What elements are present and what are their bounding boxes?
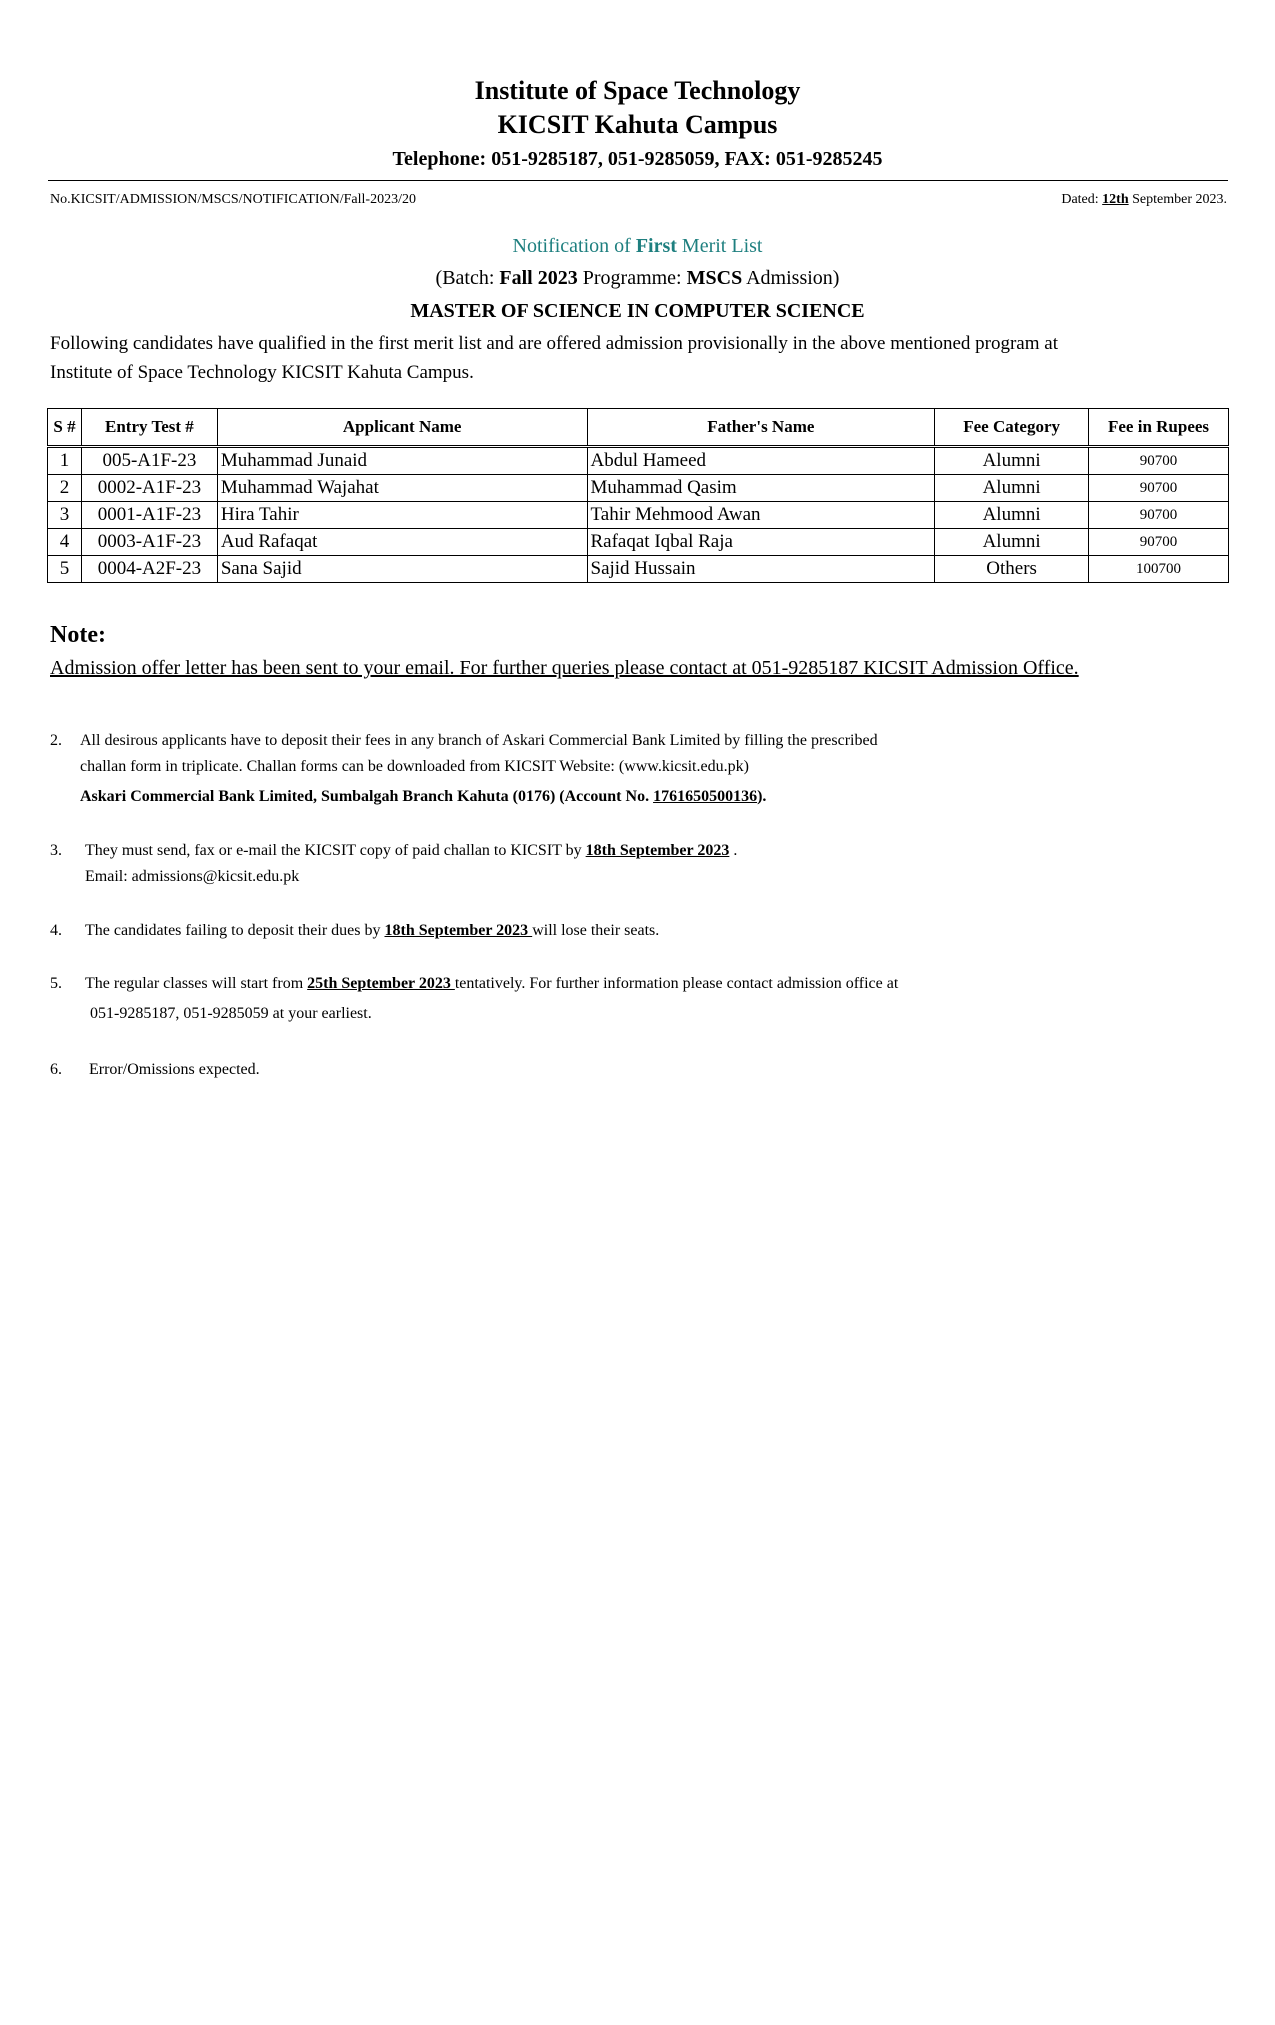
cell-fee-category: Alumni (935, 447, 1089, 475)
cell-applicant-name: Muhammad Wajahat (217, 475, 587, 502)
notification-title (0, 235, 1275, 258)
cell-fathers-name: Sajid Hussain (587, 556, 935, 583)
note-text: Admission offer letter has been sent to your email. For further queries please contact at 051-9285187 KICSIT Admission Office. (50, 657, 1079, 679)
cell-entry-test: 0004-A2F-23 (81, 556, 217, 583)
campus-title: KICSIT Kahuta Campus (497, 110, 778, 139)
table-row (48, 475, 1229, 502)
item-2-line-2: challan form in triplicate. Challan forms can be downloaded from KICSIT Website: (www.kicsit.edu.pk) (80, 758, 749, 775)
item-number: 3. (50, 842, 62, 859)
item-5-line-1 (85, 971, 1145, 997)
date-suffix: September 2023. (1128, 192, 1227, 207)
date-prefix: Dated: (1061, 192, 1103, 207)
date-line (1061, 192, 1227, 208)
batch-close: Admission) (742, 267, 840, 289)
table-header-row (48, 409, 1229, 447)
institute-title: Institute of Space Technology (474, 76, 801, 105)
note-heading: Note: (50, 622, 106, 648)
cell-entry-test: 0002-A1F-23 (81, 475, 217, 502)
cell-serial: 5 (48, 556, 82, 583)
item-4-line-1 (85, 918, 1145, 944)
cell-applicant-name: Sana Sajid (217, 556, 587, 583)
notification-emphasis: First (635, 235, 677, 257)
header-fathers-name: Father's Name (587, 409, 935, 447)
batch-value: Fall 2023 (499, 267, 578, 289)
item-3-prefix: They must send, fax or e-mail the KICSIT copy of paid challan to KICSIT by (85, 842, 586, 859)
account-number: 1761650500136 (653, 788, 758, 805)
cell-fee-category: Alumni (935, 502, 1089, 529)
table-row (48, 447, 1229, 475)
reference-number: No.KICSIT/ADMISSION/MSCS/NOTIFICATION/Fall-2023/20 (50, 192, 416, 207)
header-fee-rupees: Fee in Rupees (1089, 409, 1229, 447)
cell-applicant-name: Muhammad Junaid (217, 447, 587, 475)
cell-applicant-name: Hira Tahir (217, 502, 587, 529)
cell-fee-rupees: 90700 (1089, 447, 1229, 475)
cell-fathers-name: Abdul Hameed (587, 447, 935, 475)
item-3-date: 18th September 2023 (585, 842, 730, 859)
item-3-suffix: . (729, 842, 738, 859)
item-number: 5. (50, 975, 62, 992)
cell-fathers-name: Tahir Mehmood Awan (587, 502, 935, 529)
cell-applicant-name: Aud Rafaqat (217, 529, 587, 556)
item-5-prefix: The regular classes will start from (85, 975, 308, 992)
bank-details (80, 784, 1140, 810)
item-4-date: 18th September 2023 (384, 922, 533, 939)
item-5-line-2: 051-9285187, 051-9285059 at your earliest. (90, 1005, 372, 1022)
cell-fathers-name: Muhammad Qasim (587, 475, 935, 502)
programme-label: Programme: (577, 267, 687, 289)
header-fee-category: Fee Category (935, 409, 1089, 447)
cell-fathers-name: Rafaqat Iqbal Raja (587, 529, 935, 556)
admissions-email[interactable]: Email: admissions@kicsit.edu.pk (85, 868, 300, 885)
header-serial: S # (48, 409, 82, 447)
cell-serial: 1 (48, 447, 82, 475)
item-number: 2. (50, 732, 62, 749)
cell-entry-test: 0001-A1F-23 (81, 502, 217, 529)
table-row (48, 502, 1229, 529)
cell-fee-rupees: 90700 (1089, 502, 1229, 529)
table-row (48, 529, 1229, 556)
telephone-line: Telephone: 051-9285187, 051-9285059, FAX: 051-9285245 (392, 148, 883, 170)
header-applicant-name: Applicant Name (217, 409, 587, 447)
cell-fee-category: Alumni (935, 529, 1089, 556)
bank-suffix: ). (757, 788, 767, 805)
header-divider (48, 180, 1228, 181)
cell-entry-test: 0003-A1F-23 (81, 529, 217, 556)
cell-serial: 2 (48, 475, 82, 502)
cell-fee-category: Others (935, 556, 1089, 583)
cell-fee-rupees: 100700 (1089, 556, 1229, 583)
item-5-suffix: tentatively. For further information please contact admission office at (454, 975, 899, 992)
merit-list-table (47, 408, 1229, 583)
bank-prefix: Askari Commercial Bank Limited, Sumbalgah Branch Kahuta (0176) (Account No. (80, 788, 654, 805)
item-number: 6. (50, 1061, 62, 1078)
cell-serial: 4 (48, 529, 82, 556)
cell-serial: 3 (48, 502, 82, 529)
header-entry-test: Entry Test # (81, 409, 217, 447)
notification-suffix: Merit List (676, 235, 763, 257)
degree-title: MASTER OF SCIENCE IN COMPUTER SCIENCE (410, 300, 865, 322)
batch-open: (Batch: (435, 267, 500, 289)
cell-fee-rupees: 90700 (1089, 475, 1229, 502)
cell-fee-category: Alumni (935, 475, 1089, 502)
table-row (48, 556, 1229, 583)
programme-value: MSCS (686, 267, 743, 289)
item-4-suffix: will lose their seats. (532, 922, 660, 939)
date-day: 12th (1102, 192, 1129, 207)
cell-entry-test: 005-A1F-23 (81, 447, 217, 475)
batch-line (0, 267, 1275, 290)
item-number: 4. (50, 922, 62, 939)
item-3-line-1 (85, 838, 1145, 864)
item-6-text: Error/Omissions expected. (89, 1061, 260, 1078)
item-4-prefix: The candidates failing to deposit their dues by (85, 922, 385, 939)
cell-fee-rupees: 90700 (1089, 529, 1229, 556)
notification-prefix: Notification of (512, 235, 636, 257)
item-2-line-1: All desirous applicants have to deposit their fees in any branch of Askari Commercial Bank Limited by filling the prescribed (80, 732, 878, 749)
item-5-date: 25th September 2023 (307, 975, 455, 992)
intro-paragraph: Following candidates have qualified in the first merit list and are offered admission provisionally in the above mentioned program at Institute of Space Technology KICSIT Kahuta Campus. (50, 333, 1058, 383)
